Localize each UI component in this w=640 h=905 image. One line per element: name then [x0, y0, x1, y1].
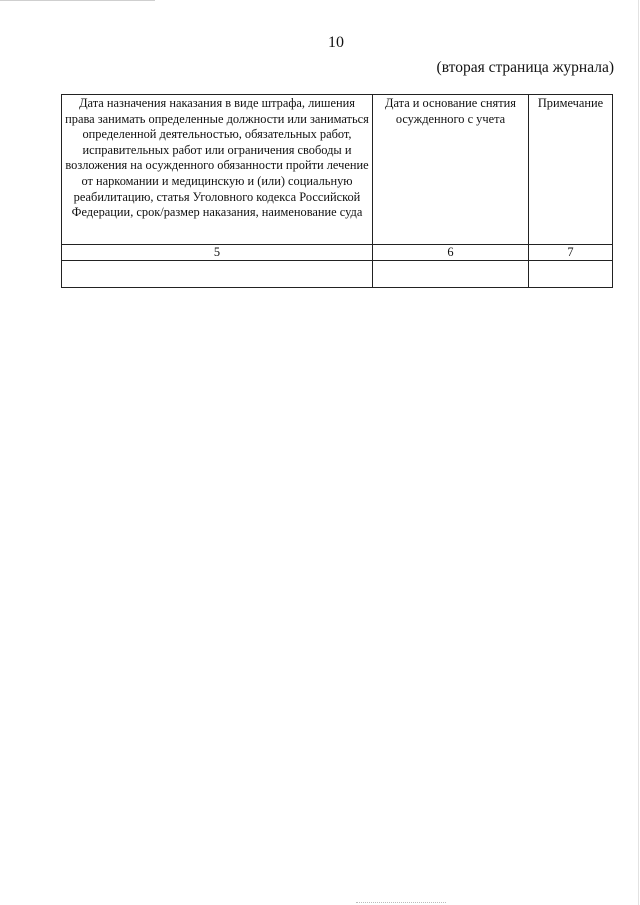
column-number-5: 5: [62, 245, 373, 261]
page-caption: (вторая страница журнала): [436, 59, 614, 76]
table-cell: [529, 261, 613, 288]
scan-edge-right: [638, 0, 639, 905]
scan-edge-top: [0, 0, 155, 2]
table-cell: [62, 261, 373, 288]
column-number-6: 6: [373, 245, 529, 261]
page-number: 10: [328, 34, 344, 51]
header-punishment-details: Дата назначения наказания в виде штрафа, лишения права занимать определенные должности или заниматься определенной деятельностью, обязательных работ, исправительных работ или ограничения свободы и возложения на осужденного обязанности пройти лечение от наркомании и медицинскую и (или) социальную реабилитацию, статья Уголовного кодекса Российской Федерации, срок/размер наказания, наименование суда: [62, 95, 373, 245]
column-number-7: 7: [529, 245, 613, 261]
table-row: [62, 261, 613, 288]
table-cell: [373, 261, 529, 288]
journal-table: [61, 94, 613, 288]
header-removal-date-reason: Дата и основание снятия осужденного с учета: [373, 95, 529, 245]
table-header-row: [62, 95, 613, 245]
header-note: Примечание: [529, 95, 613, 245]
column-number-row: [62, 245, 613, 261]
